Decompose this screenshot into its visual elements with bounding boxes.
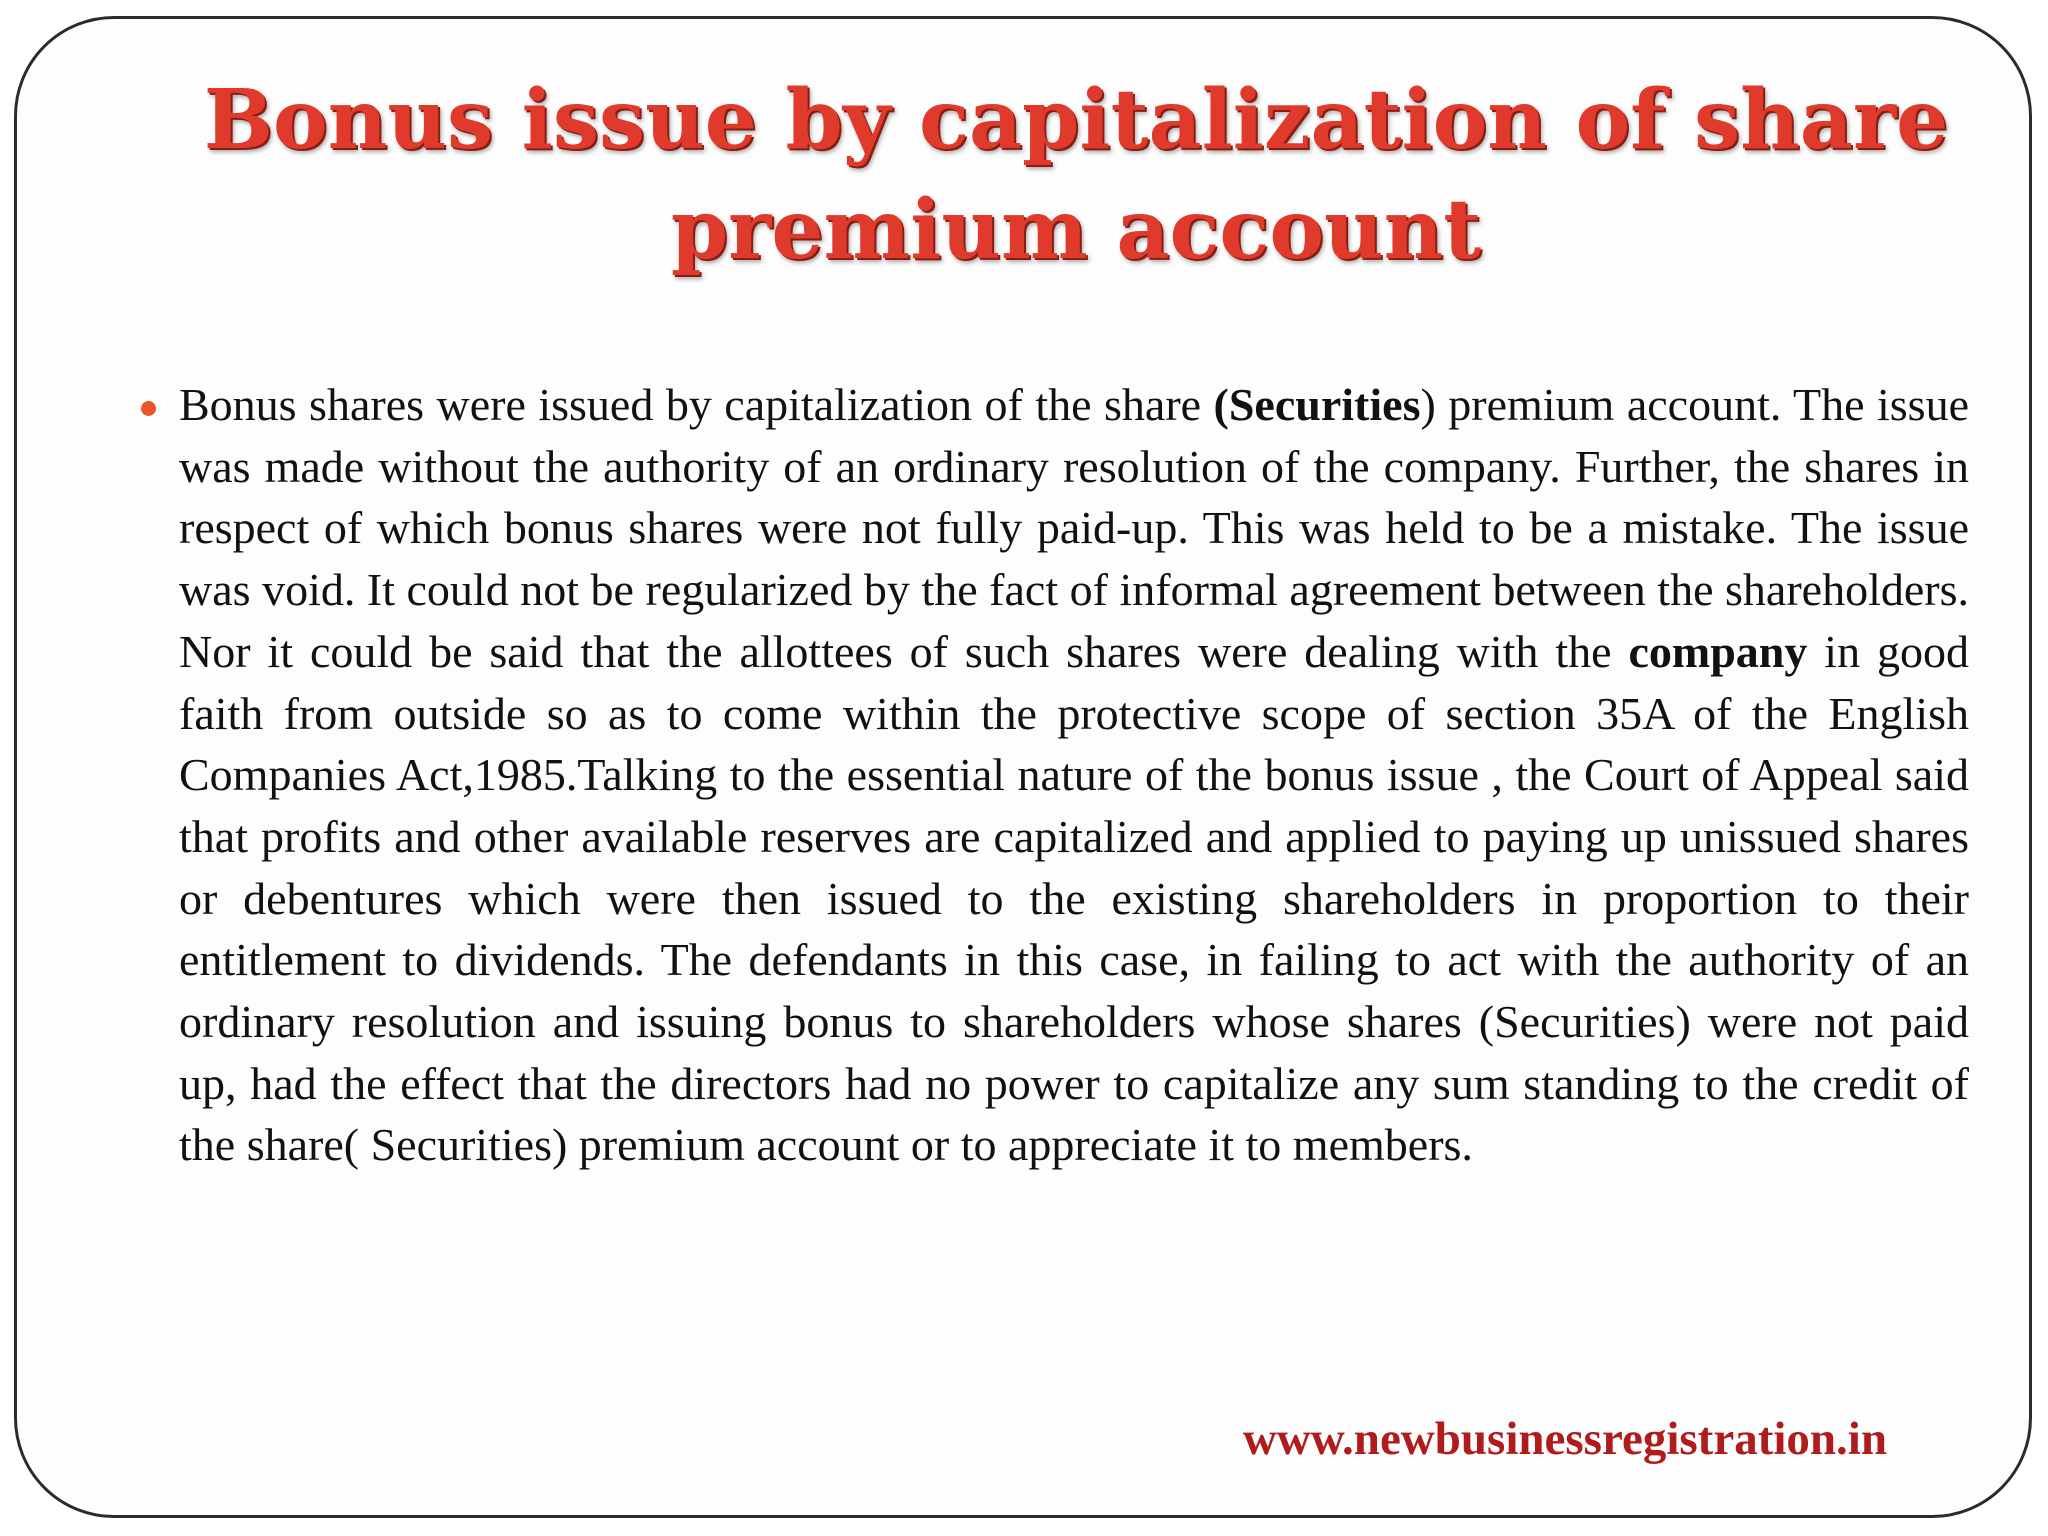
body-bold-company: company (1628, 625, 1808, 677)
body-text-part-1: Bonus shares were issued by capitalization of the share (179, 379, 1214, 430)
footer-website-link[interactable]: www.newbusinessregistration.in (1242, 1413, 1887, 1465)
slide-body (113, 374, 1969, 1176)
body-bold-securities: (Securities (1213, 379, 1421, 430)
body-text-part-2: ) premium account. The issue was made without the authority of an ordinary resolution of the company. Further, the shares in respect of which bonus shares were not fully paid-up. This was held to be a mistake. The issue was void. It could not be regularized by the fact of informal agreement between the shareholders. Nor it could be said that the allottees of such shares were dealing with the (179, 379, 1969, 677)
body-paragraph (179, 374, 1969, 1176)
slide-title: Bonus issue by capitalization of share premium account (203, 72, 1949, 278)
slide-frame (14, 16, 2032, 1518)
body-text-part-3: in good faith from outside so as to come within the protective scope of section 35A of the English Companies Act,1985.Talking to the essential nature of the bonus issue , the Court of Appeal said that profits and other available reserves are capitalized and applied to paying up unissued shares or debentures which were then issued to the existing shareholders in proportion to their entitlement to dividends. The defendants in this case, in failing to act with the authority of an ordinary resolution and issuing bonus to shareholders whose shares (Securities) were not paid up, had the effect that the directors had no power to capitalize any sum standing to the credit of the share( Securities) premium account or to appreciate it to members. (179, 625, 1969, 1171)
bullet-icon (141, 401, 156, 416)
